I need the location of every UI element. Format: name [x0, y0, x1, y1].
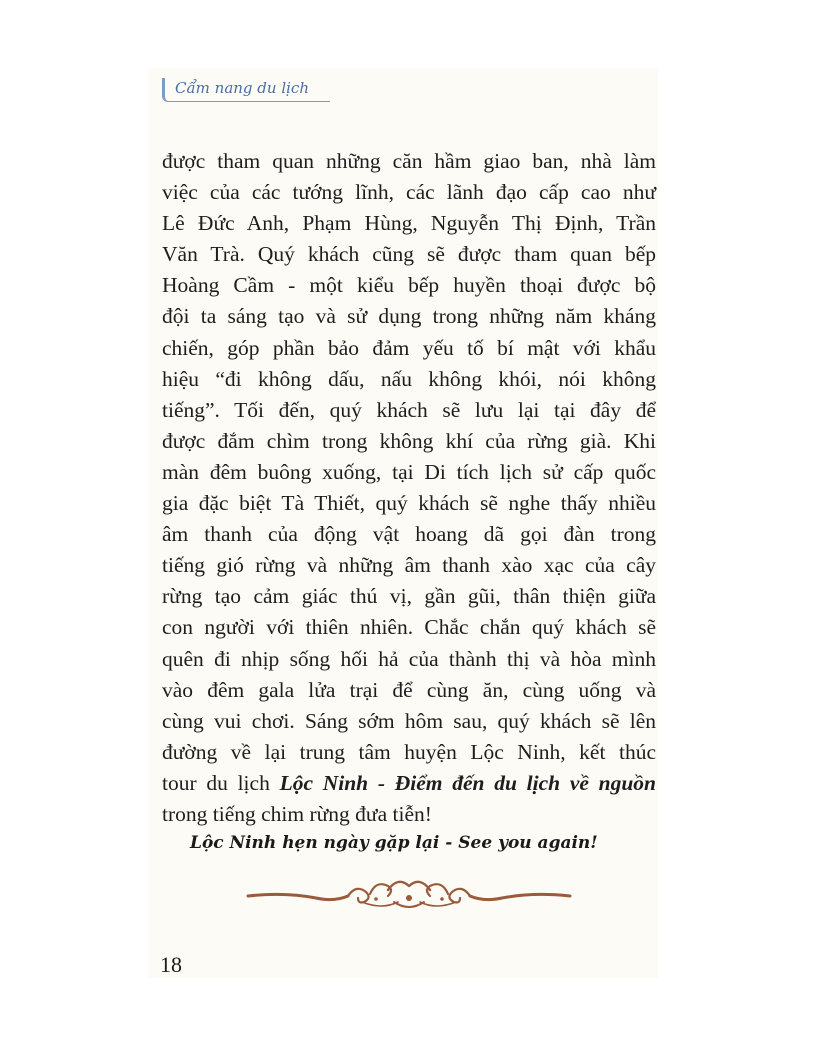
body-line: gia đặc biệt Tà Thiết, quý khách sẽ nghe thấy nhiều: [162, 491, 656, 516]
body-line: việc của các tướng lĩnh, các lãnh đạo cấp cao như: [162, 180, 656, 205]
body-line-final: trong tiếng chim rừng đưa tiễn!: [162, 801, 432, 826]
body-line: hiệu “đi không dấu, nấu không khói, nói không: [162, 366, 656, 391]
body-line: được tham quan những căn hầm giao ban, nhà làm: [162, 149, 656, 173]
body-line: cùng vui chơi. Sáng sớm hôm sau, quý khách sẽ lên: [162, 708, 656, 733]
body-line: đội ta sáng tạo và sử dụng trong những năm kháng: [162, 304, 656, 329]
body-line: màn đêm buông xuống, tại Di tích lịch sử cấp quốc: [162, 459, 656, 484]
tour-name: Lộc Ninh - Điểm đến du lịch về nguồn: [279, 770, 656, 795]
body-line: được đắm chìm trong không khí của rừng già. Khi: [162, 428, 656, 453]
body-line: âm thanh của động vật hoang dã gọi đàn trong: [162, 522, 656, 547]
tour-line-prefix: tour du lịch: [162, 770, 270, 795]
body-line: vào đêm gala lửa trại để cùng ăn, cùng uống và: [162, 677, 656, 702]
body-line: con người với thiên nhiên. Chắc chắn quý khách sẽ: [162, 615, 656, 640]
body-line: Hoàng Cầm - một kiểu bếp huyền thoại được bộ: [162, 273, 656, 298]
decorative-flourish-icon: [244, 872, 574, 920]
body-line: tiếng”. Tối đến, quý khách sẽ lưu lại tại đây để: [162, 397, 656, 422]
body-line: Lê Đức Anh, Phạm Hùng, Nguyễn Thị Định, Trần: [162, 211, 656, 236]
running-header-title: Cẩm nang du lịch: [175, 79, 309, 97]
body-line: Văn Trà. Quý khách cũng sẽ được tham quan bếp: [162, 242, 656, 267]
page-number: 18: [160, 952, 182, 977]
body-line: chiến, góp phần bảo đảm yếu tố bí mật với khẩu: [162, 335, 656, 360]
body-line: tiếng gió rừng và những âm thanh xào xạc của cây: [162, 553, 656, 578]
body-paragraph: [162, 146, 656, 830]
body-line-tour: [162, 768, 656, 799]
body-line: rừng tạo cảm giác thú vị, gần gũi, thân thiện giữa: [162, 584, 656, 609]
body-line: đường về lại trung tâm huyện Lộc Ninh, kết thúc: [162, 739, 656, 764]
running-header: [162, 78, 330, 102]
body-line: quên đi nhịp sống hối hả của thành thị và hòa mình: [162, 646, 656, 671]
closing-slogan: Lộc Ninh hẹn ngày gặp lại - See you again!: [190, 833, 598, 853]
